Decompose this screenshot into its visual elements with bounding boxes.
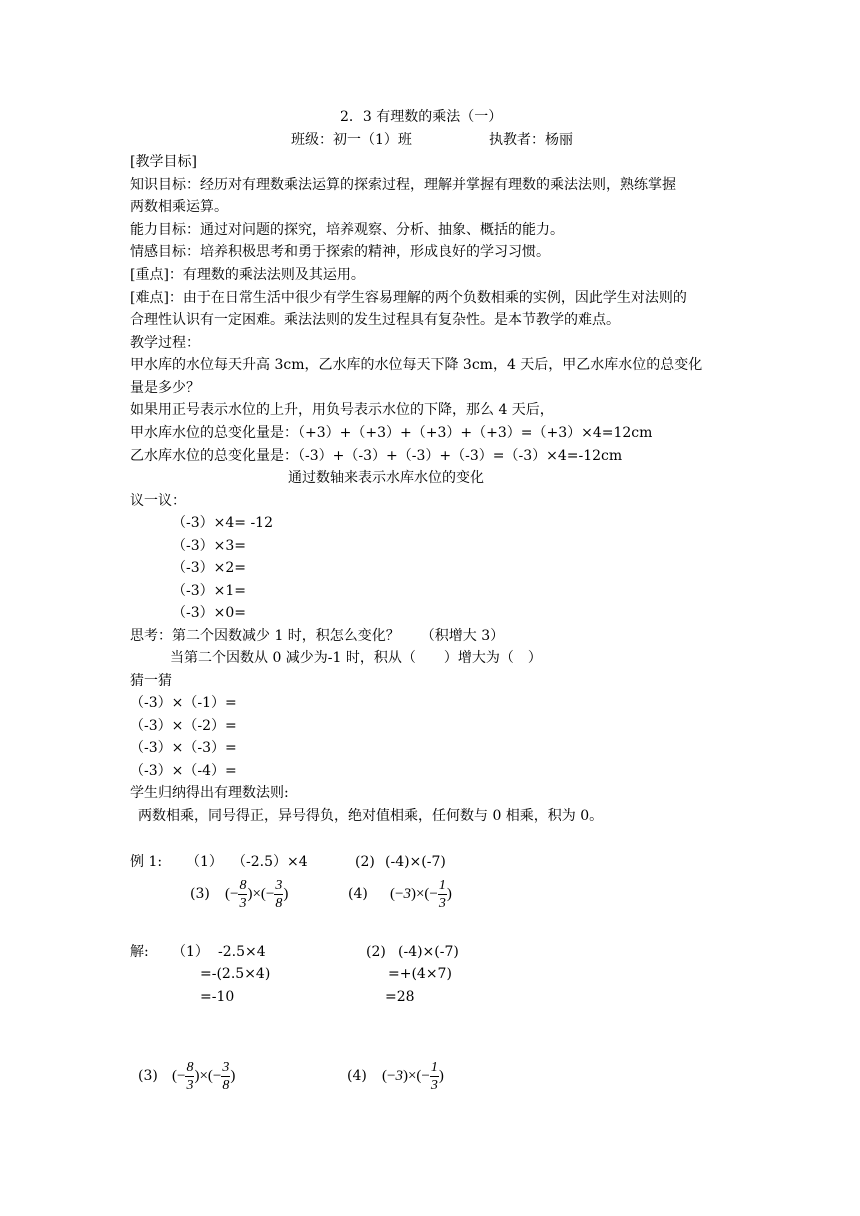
teacher-info: 执教者：杨丽 (489, 132, 573, 148)
solution-3-number: (3) (138, 1068, 158, 1084)
problem-line1: 甲水库的水位每天升高 3cm，乙水库的水位每天下降 3cm，4 天后，甲乙水库水位的总变化 (130, 357, 703, 373)
solution-1-line2: =-(2.5×4) (200, 966, 271, 982)
guess-header: 猜一猜 (130, 673, 172, 689)
emotion-goal: 情感目标：培养积极思考和勇于探索的精神，形成良好的学习习惯。 (130, 244, 550, 260)
guess-item: （-3）×（-1）= (130, 695, 237, 711)
solution-1-line3: =-10 (200, 989, 235, 1005)
example-p4-expr: (−3)×(− $\frac{1}{3}$ ) (390, 878, 452, 912)
discuss-item: （-3）×2= (172, 560, 247, 576)
yi-total: 乙水库水位的总变化量是：（-3）+（-3）+（-3）+（-3）=（-3）×4=-12cm (130, 448, 623, 464)
solution-2-number: (2) (366, 944, 386, 960)
solution-1-line1: -2.5×4 (218, 944, 266, 960)
difficulty-line2: 合理性认识有一定困难。乘法法则的发生过程具有复杂性。是本节教学的难点。 (130, 312, 620, 328)
think-line2: 当第二个因数从 0 减少为-1 时，积从（ ）增大为（ ） (170, 650, 542, 666)
class-info: 班级：初一（1）班 (291, 132, 412, 148)
discuss-item: （-3）×0= (172, 605, 247, 621)
guess-item: （-3）×（-3）= (130, 740, 237, 756)
discuss-item: （-3）×1= (172, 583, 247, 599)
example-p1-expr: （-2.5）×4 (232, 854, 308, 870)
key-point: [重点]：有理数的乘法法则及其运用。 (130, 267, 365, 283)
solution-3-expr: (− $\frac{8}{3}$ )×(− $\frac{3}{8}$ ) (172, 1060, 236, 1094)
solution-2-line3: =28 (385, 989, 415, 1005)
discuss-item: （-3）×4= -12 (172, 515, 274, 531)
page-title: 2．3 有理数的乘法（一） (340, 109, 503, 125)
problem-line2: 量是多少？ (130, 380, 200, 396)
rule-header: 学生归纳得出有理数法则: (130, 785, 289, 801)
fraction: $\frac{8}{3}$ (239, 878, 247, 912)
guess-item: （-3）×（-2）= (130, 718, 237, 734)
sign-rule: 如果用正号表示水位的上升，用负号表示水位的下降，那么 4 天后， (130, 402, 554, 418)
solution-1-number: （1） (172, 944, 209, 960)
example-p4-number: (4) (348, 886, 368, 902)
number-line-caption: 通过数轴来表示水库水位的变化 (288, 470, 484, 486)
discuss-header: 议一议： (130, 493, 186, 509)
fraction: $\frac{3}{8}$ (222, 1060, 230, 1094)
multiplication-rule: 两数相乘，同号得正，异号得负，绝对值相乘，任何数与 0 相乘，积为 0。 (138, 808, 604, 824)
example-p1-number: （1） (186, 854, 223, 870)
example-label: 例 1: (130, 854, 163, 870)
solution-4-expr: (−3)×(− $\frac{1}{3}$ ) (382, 1060, 444, 1094)
guess-item: （-3）×（-4）= (130, 763, 237, 779)
example-p2-expr: (-4)×(-7) (385, 854, 446, 870)
think-line1: 思考：第二个因数减少 1 时，积怎么变化？ （积增大 3） (130, 628, 505, 644)
solution-2-line1: (-4)×(-7) (398, 944, 459, 960)
solution-4-number: (4) (347, 1068, 367, 1084)
fraction: $\frac{1}{3}$ (438, 878, 446, 912)
difficulty-line1: [难点]：由于在日常生活中很少有学生容易理解的两个负数相乘的实例，因此学生对法则的 (130, 290, 687, 306)
discuss-item: （-3）×3= (172, 538, 247, 554)
knowledge-goal-line1: 知识目标：经历对有理数乘法运算的探索过程，理解并掌握有理数的乘法法则，熟练掌握 (130, 177, 676, 193)
example-p3-number: (3) (190, 886, 210, 902)
knowledge-goal-line2: 两数相乘运算。 (130, 199, 228, 215)
goals-header: [教学目标] (130, 154, 197, 170)
solution-label: 解: (130, 944, 149, 960)
jia-total: 甲水库水位的总变化量是：（+3）+（+3）+（+3）+（+3）=（+3）×4=12cm (130, 425, 653, 441)
ability-goal: 能力目标：通过对问题的探究，培养观察、分析、抽象、概括的能力。 (130, 222, 564, 238)
solution-2-line2: =+(4×7) (388, 966, 452, 982)
fraction: $\frac{8}{3}$ (186, 1060, 194, 1094)
fraction: $\frac{1}{3}$ (430, 1060, 438, 1094)
example-p2-number: (2) (355, 854, 375, 870)
fraction: $\frac{3}{8}$ (275, 878, 283, 912)
process-header: 教学过程： (130, 335, 200, 351)
example-p3-expr: (− $\frac{8}{3}$ )×(− $\frac{3}{8}$ ) (225, 878, 289, 912)
